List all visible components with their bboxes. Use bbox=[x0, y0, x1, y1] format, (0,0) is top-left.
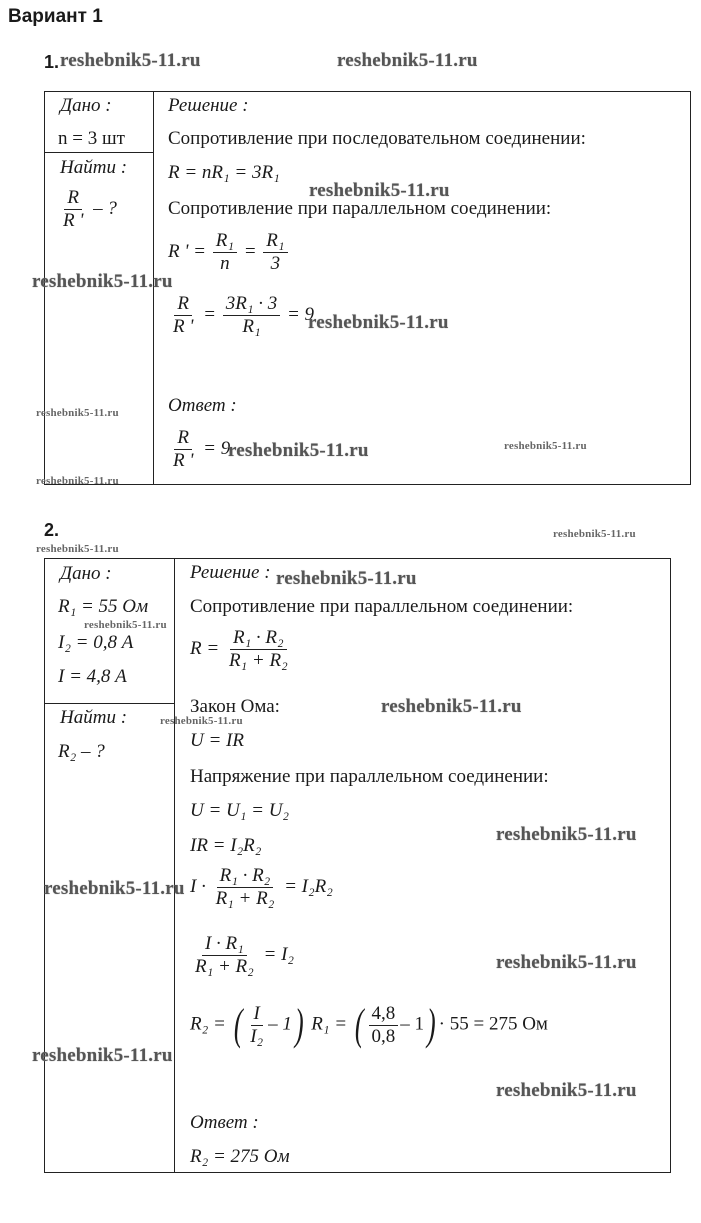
table-divider bbox=[44, 152, 154, 153]
formula-denominator: R₁ + R₂ bbox=[215, 888, 275, 909]
formula-result: · 55 = 275 Ом bbox=[438, 1013, 548, 1035]
formula bbox=[190, 866, 333, 909]
formula-denominator: n bbox=[220, 253, 230, 274]
formula-lhs: R = bbox=[190, 637, 220, 659]
formula-numerator: 3R₁ · 3 bbox=[223, 294, 280, 316]
watermark: reshebnik5-11.ru bbox=[496, 1080, 637, 1101]
dano-label: Дано : bbox=[60, 95, 112, 116]
watermark: reshebnik5-11.ru bbox=[276, 568, 417, 589]
formula-denominator: 3 bbox=[270, 253, 281, 274]
given-value: I₂ = 0,8 А bbox=[58, 632, 134, 653]
reshenie-label: Решение : bbox=[168, 95, 249, 116]
formula-result: = 9 bbox=[203, 437, 231, 459]
formula bbox=[190, 1000, 548, 1049]
find-expression bbox=[58, 188, 117, 231]
watermark: reshebnik5-11.ru bbox=[553, 528, 636, 540]
reshenie-label: Решение : bbox=[190, 562, 271, 583]
watermark: reshebnik5-11.ru bbox=[504, 440, 587, 452]
otvet-label: Ответ : bbox=[168, 395, 237, 416]
formula: R = nR₁ = 3R₁ bbox=[168, 162, 280, 183]
page-title: Вариант 1 bbox=[8, 6, 103, 27]
formula-numerator: R bbox=[174, 294, 192, 316]
solution-text: Сопротивление при параллельном соединении: bbox=[168, 198, 552, 219]
watermark: reshebnik5-11.ru bbox=[36, 407, 119, 419]
formula-numerator: R₁ · R₂ bbox=[217, 866, 274, 888]
formula: U = U₁ = U₂ bbox=[190, 800, 290, 821]
watermark: reshebnik5-11.ru bbox=[60, 50, 201, 71]
problem-2-number: 2. bbox=[44, 520, 60, 540]
watermark: reshebnik5-11.ru bbox=[36, 543, 119, 555]
watermark: reshebnik5-11.ru bbox=[84, 619, 167, 631]
given-value: R₁ = 55 Ом bbox=[58, 596, 149, 617]
paren-close: ) bbox=[294, 1000, 304, 1049]
formula-operator: – 1 bbox=[400, 1013, 424, 1035]
formula-numerator: R₁ bbox=[213, 231, 237, 253]
watermark: reshebnik5-11.ru bbox=[381, 696, 522, 717]
solution-text: Сопротивление при параллельном соединении: bbox=[190, 596, 574, 617]
formula-rhs: = I₂R₂ bbox=[284, 875, 333, 897]
watermark: reshebnik5-11.ru bbox=[32, 1045, 173, 1066]
watermark: reshebnik5-11.ru bbox=[32, 271, 173, 292]
najti-label: Найти : bbox=[60, 157, 128, 178]
given-value: I = 4,8 А bbox=[58, 666, 127, 687]
formula bbox=[190, 934, 294, 977]
watermark: reshebnik5-11.ru bbox=[308, 312, 449, 333]
formula-denominator: R₁ + R₂ bbox=[195, 956, 254, 977]
find-numerator: R bbox=[64, 188, 82, 210]
formula bbox=[168, 294, 314, 337]
find-value: R₂ – ? bbox=[58, 741, 105, 762]
watermark: reshebnik5-11.ru bbox=[160, 715, 243, 727]
watermark: reshebnik5-11.ru bbox=[496, 952, 637, 973]
paren-open: ( bbox=[233, 1000, 243, 1049]
solution-text: Сопротивление при последовательном соединении: bbox=[168, 128, 586, 149]
formula-lhs: R₂ = bbox=[190, 1013, 226, 1035]
watermark: reshebnik5-11.ru bbox=[337, 50, 478, 71]
formula-denominator: R ' bbox=[173, 316, 194, 337]
table-divider bbox=[174, 558, 175, 1173]
formula-lhs: I · bbox=[190, 875, 206, 897]
watermark: reshebnik5-11.ru bbox=[36, 475, 119, 487]
given-value: n = 3 шт bbox=[58, 128, 125, 149]
solution-text: Напряжение при параллельном соединении: bbox=[190, 766, 549, 787]
formula-operator: R₁ = bbox=[311, 1013, 348, 1035]
najti-label: Найти : bbox=[60, 707, 128, 728]
formula-result: = 9 bbox=[286, 303, 315, 325]
paren-close: ) bbox=[426, 1000, 436, 1049]
answer-formula bbox=[168, 428, 230, 471]
formula-numerator: R₁ · R₂ bbox=[230, 628, 287, 650]
formula-operator: = bbox=[243, 240, 257, 262]
watermark: reshebnik5-11.ru bbox=[496, 824, 637, 845]
formula-denominator: R ' bbox=[173, 450, 194, 471]
otvet-label: Ответ : bbox=[190, 1112, 259, 1133]
formula-denominator: R₁ bbox=[242, 316, 261, 337]
watermark: reshebnik5-11.ru bbox=[44, 878, 185, 899]
formula-lhs: R ' = bbox=[168, 240, 206, 262]
table-divider bbox=[44, 703, 175, 704]
dano-label: Дано : bbox=[60, 563, 112, 584]
formula-operator: – 1 bbox=[268, 1013, 292, 1035]
problem-1-number: 1. bbox=[44, 52, 60, 72]
answer-formula: R₂ = 275 Ом bbox=[190, 1146, 290, 1167]
watermark: reshebnik5-11.ru bbox=[228, 440, 369, 461]
formula-numerator: R bbox=[174, 428, 192, 450]
watermark: reshebnik5-11.ru bbox=[309, 180, 450, 201]
solution-text: Закон Ома: bbox=[190, 696, 280, 717]
formula-numerator: I bbox=[251, 1004, 263, 1026]
formula bbox=[190, 628, 293, 671]
formula-denominator: I₂ bbox=[250, 1025, 264, 1047]
formula: IR = I₂R₂ bbox=[190, 835, 262, 856]
paren-open: ( bbox=[354, 1000, 364, 1049]
find-denominator: R ' bbox=[63, 210, 84, 231]
formula-operator: = bbox=[203, 303, 216, 325]
formula-numerator: 4,8 bbox=[369, 1004, 399, 1026]
formula-numerator: I · R₁ bbox=[202, 934, 247, 956]
formula-denominator: R₁ + R₂ bbox=[228, 650, 288, 671]
formula: U = IR bbox=[190, 730, 244, 751]
formula-numerator: R₁ bbox=[263, 231, 287, 253]
find-question: – ? bbox=[93, 197, 117, 219]
formula bbox=[168, 231, 290, 274]
formula-rhs: = I₂ bbox=[263, 943, 295, 965]
formula-denominator: 0,8 bbox=[371, 1025, 396, 1047]
